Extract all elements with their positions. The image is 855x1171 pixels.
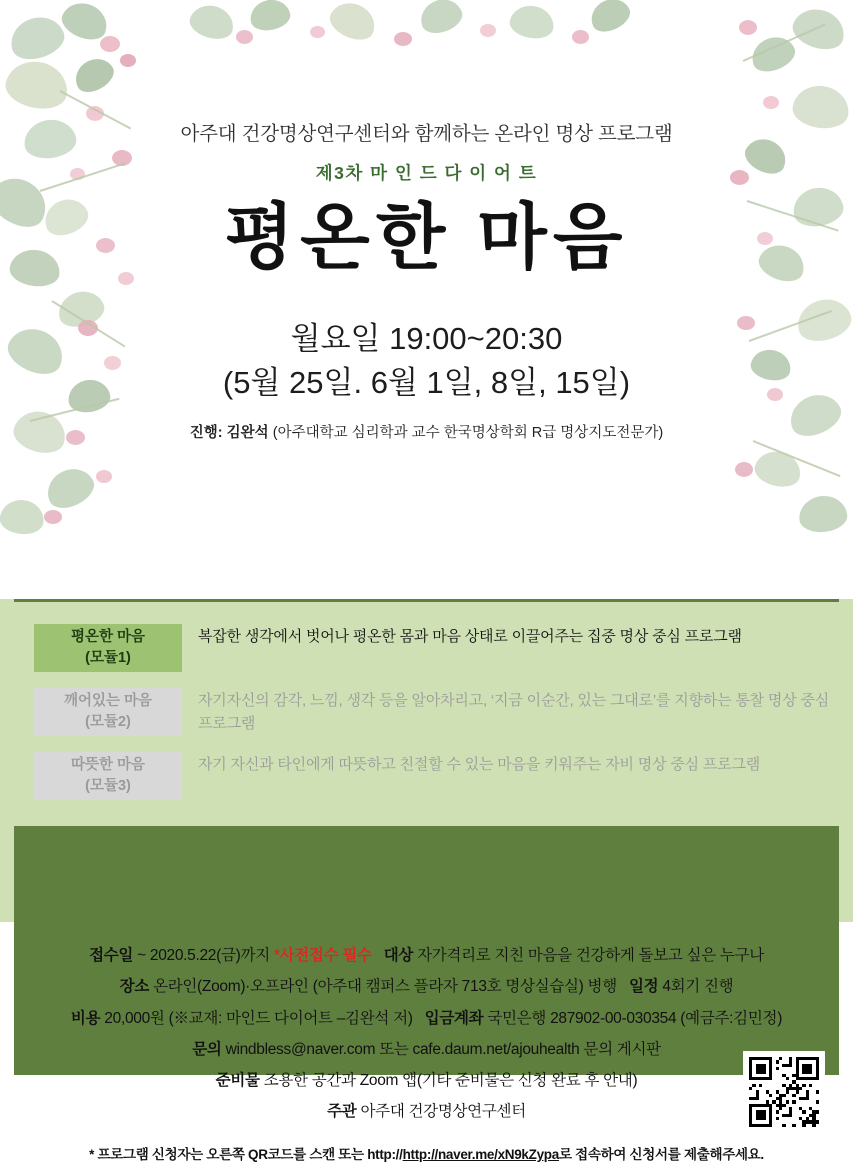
host-detail: (아주대학교 심리학과 교수 한국명상학회 R급 명상지도전문가) [272,425,664,442]
module-2-number: (모듈2) [85,714,131,730]
label-registration-date: 접수일 [89,947,134,964]
value-location: 온라인(Zoom)·오프라인 (아주대 캠퍼스 플라자 713호 명상실습실) 병행 [153,978,617,996]
value-materials: 조용한 공간과 Zoom 앱(기타 준비물은 신청 완료 후 안내) [263,1072,638,1090]
page-title: 평온한 마음 [224,198,629,278]
host-line [0,421,853,442]
module-list [0,602,853,800]
label-schedule: 일정 [628,978,659,996]
schedule-time: 월요일 19:00~20:30 [290,321,563,357]
footnote-prefix: * 프로그램 신청자는 오른쪽 QR코드를 스캔 또는 http:// [89,1147,403,1162]
module-row [34,624,831,672]
value-schedule: 4회기 진행 [662,978,734,996]
label-location: 장소 [119,978,149,996]
label-materials: 준비물 [215,1072,260,1090]
qr-code[interactable] [743,1051,825,1133]
module-2-description: 자기자신의 감각, 느낌, 생각 등을 알아차리고, ‘지금 이순간, 있는 그대로’를 지향하는 통찰 명상 중심 프로그램 [198,692,830,732]
info-row-fee [20,1003,833,1034]
module-3-description: 자기 자신과 타인에게 따뜻하고 친절할 수 있는 마음을 키워주는 자비 명상 중심 프로그램 [198,756,761,773]
footnote-suffix: 로 접속하여 신청서를 제출해주세요. [558,1147,764,1162]
label-organizer: 주관 [327,1103,357,1121]
module-3-label [34,752,182,800]
module-row [34,688,831,736]
module-1-label [34,624,182,672]
info-row-registration [20,940,833,971]
module-3-number: (모듈3) [85,778,131,794]
value-contact: windbless@naver.com 또는 cafe.daum.net/ajouhealth 문의 게시판 [225,1040,661,1058]
title-block [0,0,853,442]
label-account: 입금계좌 [424,1009,484,1027]
info-row-location [20,971,833,1002]
value-fee: 20,000원 (※교재: 마인드 다이어트 –김완석 저) [104,1009,413,1027]
value-registration-date: ~ 2020.5.22(금)까지 [137,947,270,964]
divider-top [14,599,839,602]
label-fee: 비용 [70,1009,101,1027]
value-organizer: 아주대 건강명상연구센터 [360,1103,526,1121]
label-contact: 문의 [192,1040,222,1058]
module-3-name: 따뜻한 마음 [70,756,146,773]
footnote-link[interactable]: http://naver.me/xN9kZypa [402,1147,559,1162]
info-row-materials [20,1065,833,1096]
value-target: 자가격리로 지친 마음을 건강하게 돌보고 싶은 누구나 [417,947,764,964]
module-1-number: (모듈1) [85,650,131,666]
module-2-label [34,688,182,736]
info-section [0,922,853,1171]
label-target: 대상 [383,947,414,964]
footnote [0,1143,853,1163]
schedule-dates: (5월 25일. 6월 1일, 8일, 15일) [222,365,631,401]
modules-section [0,599,853,922]
module-row [34,752,831,800]
module-2-name: 깨어있는 마음 [63,692,153,709]
info-row-organizer [20,1096,833,1127]
module-1-name: 평온한 마음 [70,628,146,645]
host-label: 진행: 김완석 [189,425,269,442]
program-subtitle-line1: 아주대 건강명상연구센터와 함께하는 온라인 명상 프로그램 [180,123,673,145]
poster-header-section [0,0,853,565]
value-account: 국민은행 287902-00-030354 (예금주:김민정) [487,1009,783,1027]
qr-code-grid [749,1057,819,1127]
module-1-description: 복잡한 생각에서 벗어나 평온한 몸과 마음 상태로 이끌어주는 집중 명상 중심 프로그램 [198,628,742,645]
program-subtitle-line2: 제3차 마 인 드 다 이 어 트 [315,163,538,183]
info-row-contact [20,1034,833,1065]
notice-preregistration: *사전접수 필수 [273,947,372,964]
